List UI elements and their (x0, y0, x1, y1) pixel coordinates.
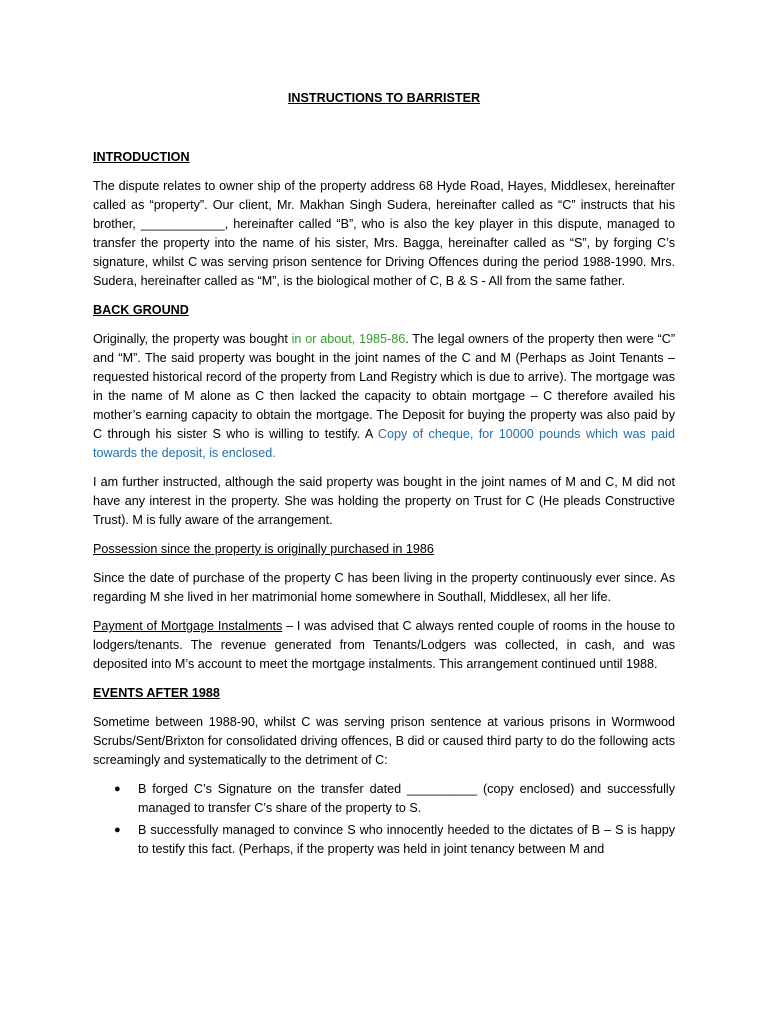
events-heading: EVENTS AFTER 1988 (93, 686, 220, 700)
bullet-icon: ● (114, 783, 121, 795)
list-item (114, 821, 675, 859)
bullet-text: B successfully managed to convince S who innocently heeded to the dictates of B – S is happy to testify this fact. (Perhaps, if the property was held in joint tenancy between M and (138, 823, 675, 856)
purchase-date-highlight: in or about, 1985-86 (291, 332, 406, 346)
possession-section (93, 540, 675, 559)
cheque-note-highlight: Copy of cheque, for 10000 pounds which was paid towards the deposit, is enclosed. (93, 427, 675, 460)
background-text-2: . The legal owners of the property then were “C” and “M”. The said property was bought in the joint names of the C and M (Perhaps as Joint Tenants – requested historical record of the property from Land Registry which is due to arrive). The mortgage was in the name of M alone as C then lacked the capacity to obtain mortgage – C therefore availed his mother’s earning capacity to obtain the mortgage. The Deposit for buying the property was also paid by C through his sister S who is willing to testify. A (93, 332, 676, 441)
possession-paragraph: Since the date of purchase of the property C has been living in the property continuously ever since. As regarding M she lived in her matrimonial home somewhere in Southall, Middlesex, all her life. (93, 571, 675, 604)
bullet-icon: ● (114, 824, 121, 836)
events-paragraph: Sometime between 1988-90, whilst C was serving prison sentence at various prisons in Wormwood Scrubs/Sent/Brixton for consolidated driving offences, B did or caused third party to do the following acts screamingly and systematically to the detriment of C: (93, 715, 675, 767)
background-paragraph-2: I am further instructed, although the said property was bought in the joint names of M and C, M did not have any interest in the property. She was holding the property on Trust for C (He pleads Constructive Trust). M is fully aware of the arrangement. (93, 475, 675, 527)
background-text-1: Originally, the property was bought (93, 332, 292, 346)
bullet-text: B forged C’s Signature on the transfer dated __________ (copy enclosed) and successfully managed to transfer C’s share of the property to S. (138, 782, 675, 815)
mortgage-text: – I was advised that C always rented couple of rooms in the house to lodgers/tenants. The revenue generated from Tenants/Lodgers was collected, in cash, and was deposited into M’s account to meet the mortgage instalments. This arrangement continued until 1988. (93, 619, 675, 671)
background-paragraph-1 (93, 330, 675, 463)
mortgage-heading: Payment of Mortgage Instalments (93, 619, 283, 633)
introduction-heading: INTRODUCTION (93, 150, 190, 164)
mortgage-paragraph (93, 617, 675, 674)
list-item (114, 780, 675, 818)
document-title: INSTRUCTIONS TO BARRISTER (287, 91, 481, 105)
possession-heading: Possession since the property is originally purchased in 1986 (93, 542, 434, 556)
events-bullet-list (93, 780, 675, 859)
background-heading: BACK GROUND (93, 303, 189, 317)
introduction-paragraph: The dispute relates to owner ship of the property address 68 Hyde Road, Hayes, Middlesex, hereinafter called as “property”. Our client, Mr. Makhan Singh Sudera, hereinafter called as “C” instructs that his brother, ____________, hereinafter called “B”, who is also the key player in this dispute, managed to transfer the property into the name of his sister, Mrs. Bagga, hereinafter called as “S”, by forging C’s signature, whilst C was serving prison sentence for Driving Offences during the period 1988-1990. Mrs. Sudera, hereinafter called as “M”, is the biological mother of C, B & S - All from the same father. (93, 179, 675, 288)
